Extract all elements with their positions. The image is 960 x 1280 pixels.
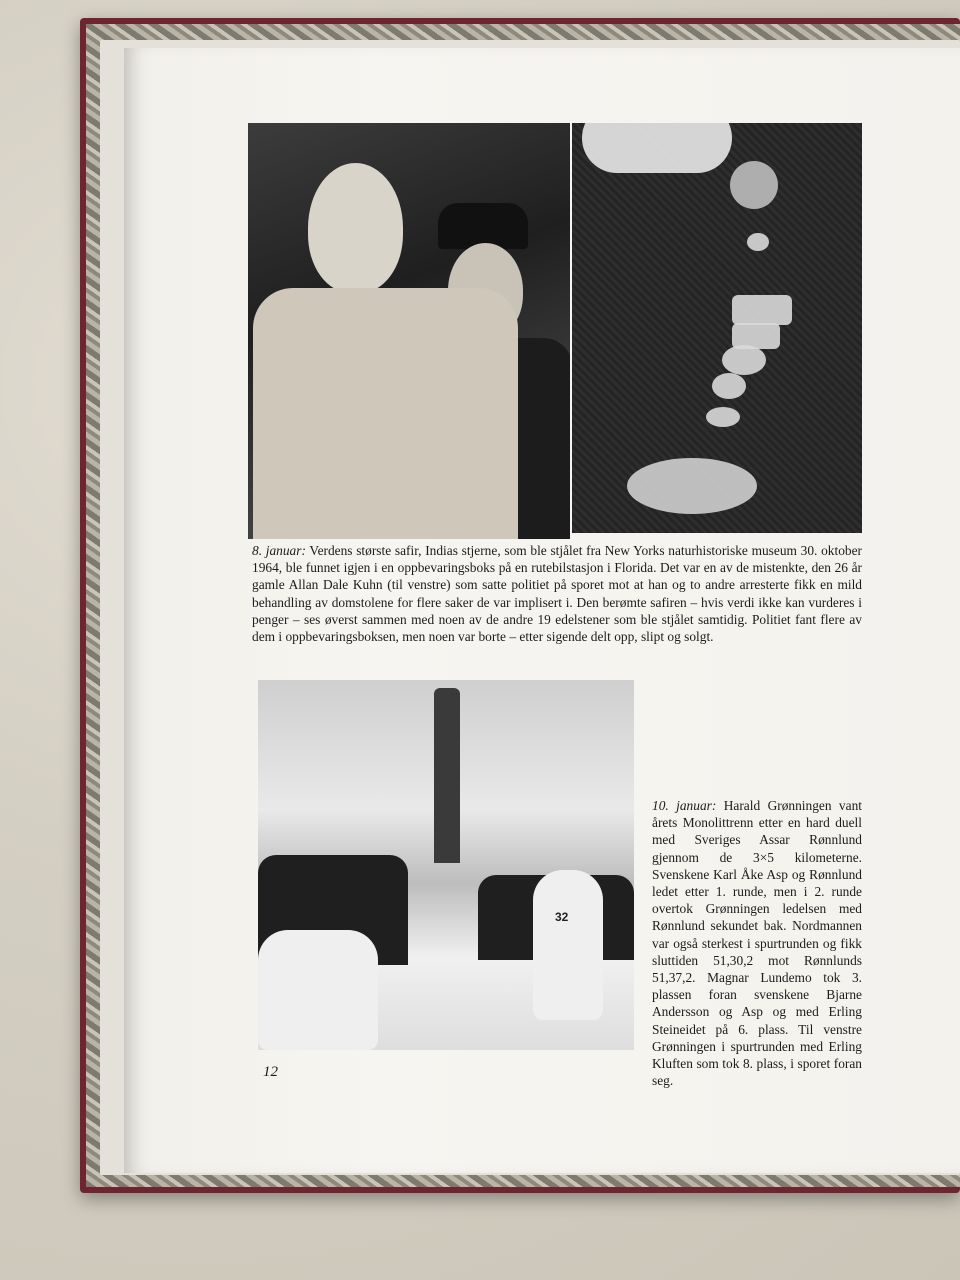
gem: [732, 295, 792, 325]
caption-text: Verdens største safir, Indias stjerne, som ble stjålet fra New Yorks naturhistoriske museum 30. oktober 1964, ble funnet igjen i en oppbevaringsboks på en rutebilstasjon i Florida. Det var en av de mistenkte, den 26 år gamle Allan Dale Kuhn (til venstre) som satte politiet på sporet mot at han og to andre arresterte fikk en mild behandling av domstolene for flere saker de var implisert i. Den berømte safiren – hvis verdi ikke kan vurderes i penger – ses øverst sammen med noen av de andre 19 edelstener som ble stjålet samtidig. Politiet fant flere av dem i oppbevaringsboksen, men noen var borte – etter sigende delt opp, slipt og solgt.: [252, 543, 862, 645]
bib-number: 32: [555, 910, 569, 924]
gem: [712, 373, 746, 399]
large-diamond: [627, 458, 757, 514]
light-coat: [253, 288, 518, 539]
photo-skiing: [258, 680, 634, 1050]
skier-foreground: [258, 930, 378, 1050]
star-sapphire: [730, 161, 778, 209]
skier-gronningen: [533, 870, 603, 1020]
hand: [582, 123, 732, 173]
monolith: [434, 688, 460, 863]
caption-date: 10. januar:: [652, 798, 717, 813]
gem: [722, 345, 766, 375]
page-number: 12: [263, 1064, 278, 1080]
caption-sapphire: [252, 542, 862, 645]
photo-suspects: [248, 123, 570, 539]
caption-date: 8. januar:: [252, 543, 306, 558]
caption-skiing: [652, 797, 862, 1089]
caption-text: Harald Grønningen vant årets Monolittrenn etter en hard duell med Sveriges Assar Rønnlund gjennom de 3×5 kilometerne. Svenskene Karl Åke Asp og Rønnlund ledet etter 1. runde, men i 2. runde overtok Grønningen ledelsen med Rønnlund sekundet bak. Nordmannen var også sterkest i spurtrunden og fikk sluttiden 51,30,2 mot Rønnlunds 51,37,2. Magnar Lundemo tok 3. plassen foran svenskene Bjarne Andersson og Asp og med Erling Steineidet på 6. plass. Til venstre Grønningen i spurtrunden med Erling Kluften som tok 8. plass, i sporet foran seg.: [652, 798, 862, 1089]
face-first-man: [308, 163, 403, 293]
gem: [706, 407, 740, 427]
gem: [747, 233, 769, 251]
photo-gems: [572, 123, 862, 533]
